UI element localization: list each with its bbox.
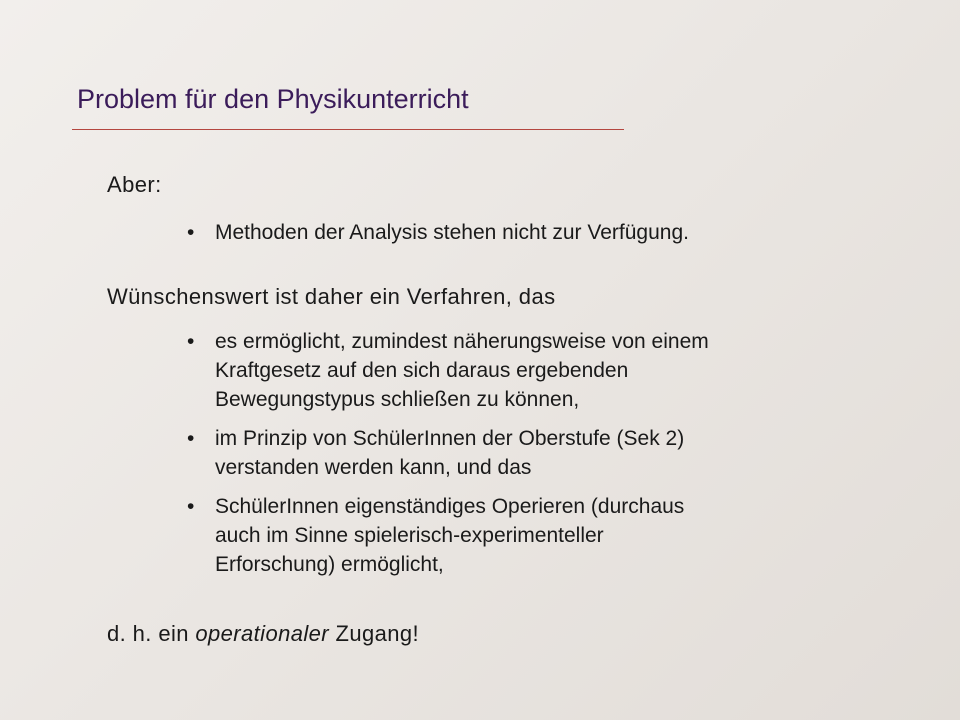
list-item: [187, 492, 709, 579]
bullet-icon: •: [187, 221, 195, 244]
heading-wuenschenswert: Wünschenswert ist daher ein Verfahren, das: [107, 284, 556, 309]
bullet-icon: •: [187, 330, 195, 353]
list-item: [187, 327, 709, 414]
bullet-text-line: Bewegungstypus schließen zu können,: [215, 388, 580, 411]
bullet-text-line: im Prinzip von SchülerInnen der Oberstufe (Sek 2): [215, 427, 685, 450]
bullet-text-line: verstanden werden kann, und das: [215, 456, 532, 479]
bullet-text-line: Kraftgesetz auf den sich daraus ergebenden: [215, 359, 629, 382]
analysis-bullet-list: [187, 218, 689, 247]
conclusion: [107, 621, 419, 647]
title-underline: [72, 129, 624, 130]
bullet-text-line: auch im Sinne spielerisch-experimenteller: [215, 524, 604, 547]
bullet-icon: •: [187, 495, 195, 518]
slide-title: Problem für den Physikunterricht: [77, 84, 469, 114]
bullet-text-line: Erforschung) ermöglicht,: [215, 553, 444, 576]
bullet-text-line: SchülerInnen eigenständiges Operieren (durchaus: [215, 495, 685, 518]
heading-aber: Aber:: [107, 172, 162, 197]
conclusion-emphasis: operationaler: [195, 621, 330, 646]
list-item: [187, 218, 689, 247]
bullet-text-line: es ermöglicht, zumindest näherungsweise von einem: [215, 330, 709, 353]
requirements-bullet-list: [187, 327, 709, 579]
conclusion-suffix: Zugang!: [329, 621, 420, 646]
list-item: [187, 424, 709, 482]
bullet-icon: •: [187, 427, 195, 450]
bullet-text: Methoden der Analysis stehen nicht zur Verfügung.: [215, 221, 689, 244]
conclusion-prefix: d. h. ein: [107, 621, 196, 646]
